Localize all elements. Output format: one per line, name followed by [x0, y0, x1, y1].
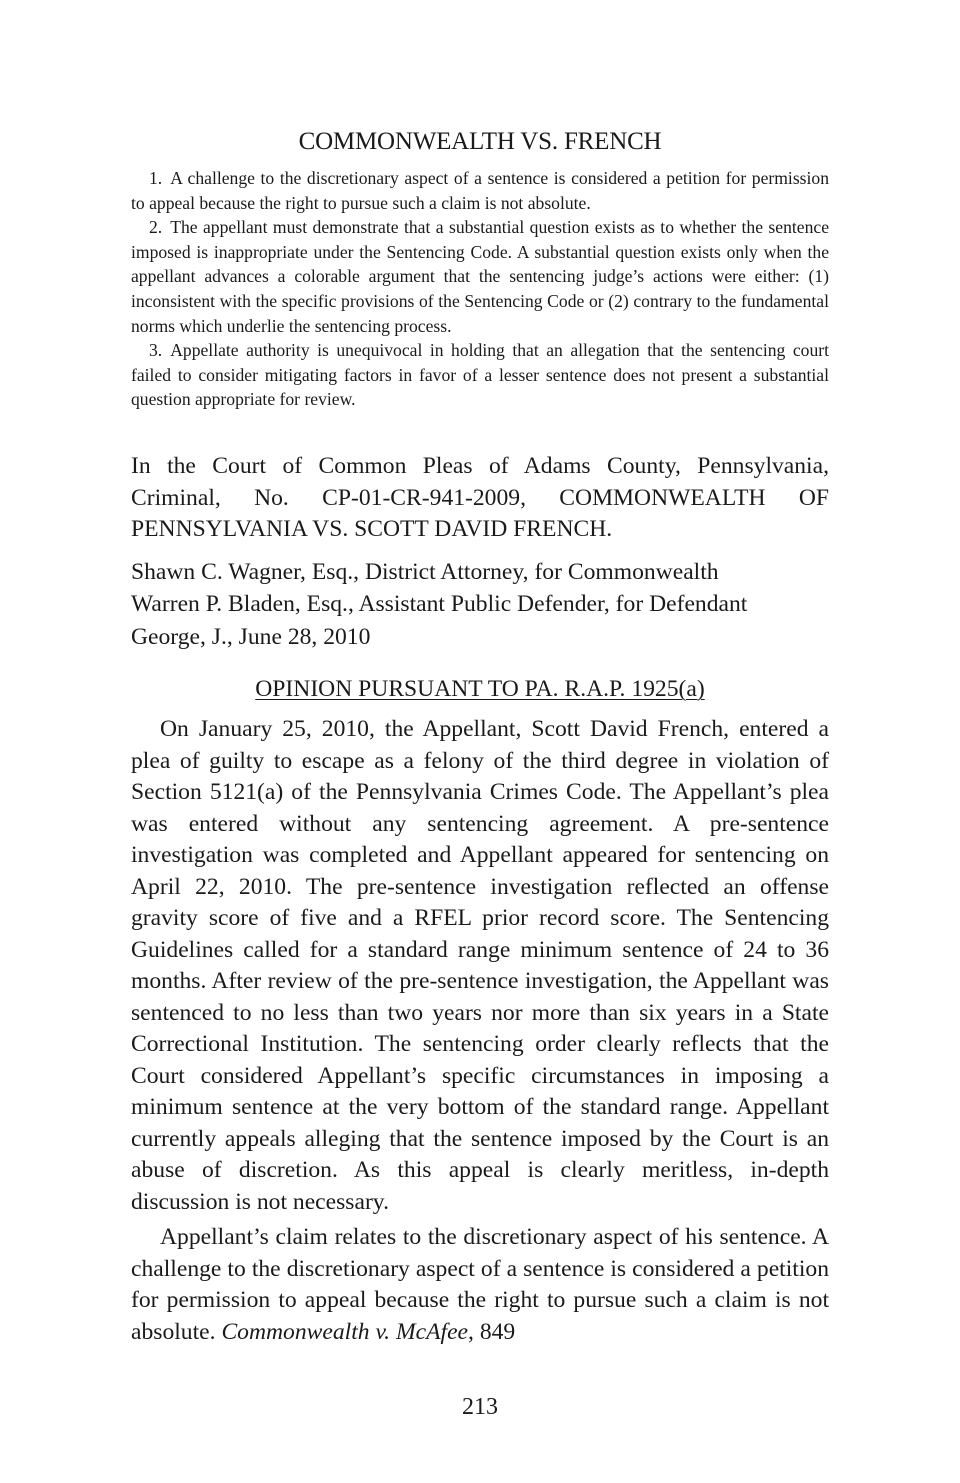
page-number: 213 — [462, 1394, 498, 1420]
headnote-text: Appellate authority is unequivocal in holding that an allegation that the sentencing court failed to consider mitigating factors in favor of a lesser sentence does not present a substantial question appropriate for review. — [131, 340, 829, 410]
counsel-commonwealth: Shawn C. Wagner, Esq., District Attorney, for Commonwealth — [131, 559, 719, 585]
headnote-text: The appellant must demonstrate that a substantial question exists as to whether the sentence imposed is inappropriate under the Sentencing Code. A substantial question exists only when the appellant advances a colorable argument that the sentencing judge’s actions were either: (1) inconsistent with the specific provisions of the Sentencing Code or (2) contrary to the fundamental norms which underlie the sentencing process. — [131, 217, 829, 336]
running-head: COMMONWEALTH VS. FRENCH — [298, 128, 662, 155]
counsel-list — [131, 557, 829, 620]
headnote-1 — [131, 166, 829, 215]
opinion-paragraph-2 — [131, 1222, 829, 1348]
headnote-number: 2. — [149, 217, 163, 238]
headnote-text: A challenge to the discretionary aspect of a sentence is considered a petition for permission to appeal because the right to pursue such a claim is not absolute. — [131, 168, 829, 213]
paragraph-text: Appellant’s claim relates to the discretionary aspect of his sentence. A challenge to the discretionary aspect of a sentence is considered a petition for permission to appeal because the right to pursue such a claim is not absolute. — [131, 1224, 829, 1345]
headnote-3 — [131, 338, 829, 412]
headnote-number: 1. — [149, 168, 163, 188]
headnote-2 — [131, 215, 829, 338]
case-caption: In the Court of Common Pleas of Adams County, Pennsylvania, Criminal, No. CP-01-CR-941-2009, COMMONWEALTH OF PENNSYLVANIA VS. SCOTT DAVID FRENCH. — [131, 453, 829, 542]
citation-volume: , 849 — [468, 1318, 516, 1345]
headnote-number: 3. — [149, 340, 163, 361]
opinion-title-text: OPINION PURSUANT TO PA. R.A.P. 1925(a) — [255, 676, 705, 702]
counsel-defendant: Warren P. Bladen, Esq., Assistant Public Defender, for Defendant — [131, 590, 748, 617]
case-citation: Commonwealth v. McAfee — [221, 1318, 469, 1345]
judge-date-line: George, J., June 28, 2010 — [131, 624, 371, 650]
opinion-title — [131, 674, 829, 706]
headnotes — [131, 166, 829, 412]
opinion-paragraph-1: On January 25, 2010, the Appellant, Scott David French, entered a plea of guilty to escape as a felony of the third degree in violation of Section 5121(a) of the Pennsylvania Crimes Code. The Appellant’s plea was entered without any sentencing agreement. A pre-sentence investigation was completed and Appellant appeared for sentencing on April 22, 2010. The pre-sentence investigation reflected an offense gravity score of five and a RFEL prior record score. The Sentencing Guidelines called for a standard range minimum sentence of 24 to 36 months. After review of the pre-sentence investigation, the Appellant was sentenced to no less than two years nor more than six years in a State Correctional Institution. The sentencing order clearly reflects that the Court considered Appellant’s specific circumstances in imposing a minimum sentence at the very bottom of the standard range. Appellant currently appeals alleging that the sentence imposed by the Court is an abuse of discretion. As this appeal is clearly meritless, in-depth discussion is not necessary. — [131, 716, 829, 1215]
